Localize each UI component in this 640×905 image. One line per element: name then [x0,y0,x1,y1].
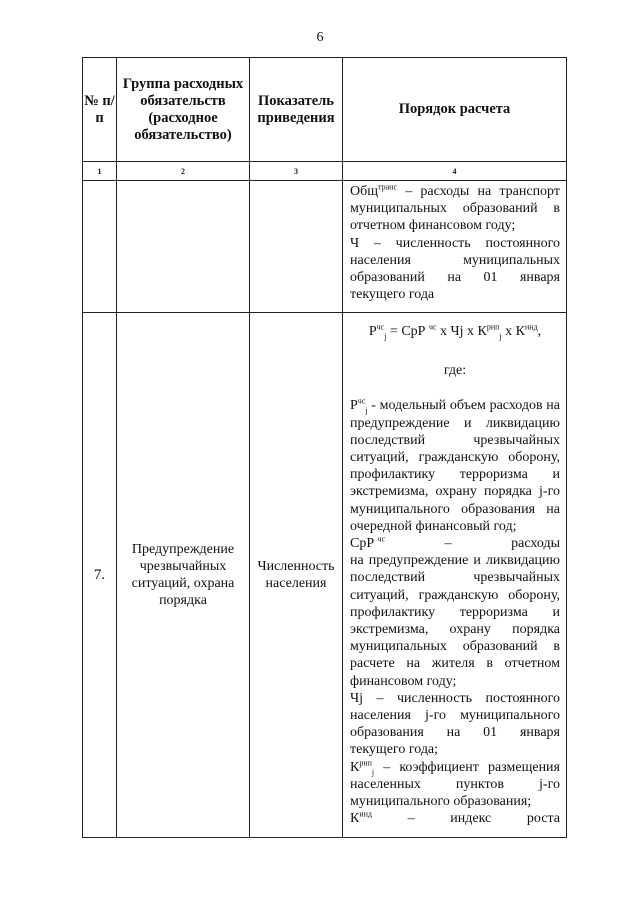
definition-obsh: Общ$^{транс}$ – расходы на транспорт муниципальных образований в отчетном финансовом году; [350,182,560,234]
column-number: 3 [250,162,343,181]
definition-chj: Чj – численность постоянного населения j-го муниципального образования на 01 января текущего года; [350,690,560,758]
table-row [83,181,567,313]
definition-p: $Р^{чс}_j$ - модельный объем расходов на предупреждение и ликвидацию последствий чрезвычайных ситуаций, гражданскую оборону, профилактику терроризма и экстремизма, охрану порядка j-го муниципального образования на очередной финансовый год; [350,396,560,534]
row-number: 7. [83,313,117,838]
expense-group: Предупреждение чрезвычайных ситуаций, охрана порядка [117,313,250,838]
empty-cell [117,181,250,313]
indicator: Численность населения [250,313,343,838]
table-row [83,313,567,838]
definition-srp: на предупреждение и ликвидацию последствий чрезвычайных ситуаций, гражданскую оборону, профилактику терроризма и экстремизма, охрану порядка муниципальных образований в расчете на жителя в отчетном финансовом году; [350,553,560,689]
column-number: 2 [117,162,250,181]
header-indicator: Показатель приведения [250,58,343,162]
column-number: 4 [343,162,567,181]
calculation-cell [343,181,567,313]
where-label: где: [443,363,467,379]
definition-krnp: $К^{рнп}_j$ – коэффициент размещения населенных пунктов j-го муниципального образования; [350,758,560,810]
header-row [83,58,567,162]
header-calculation: Порядок расчета [343,58,567,162]
header-group: Группа расходных обязательств (расходное обязательство) [117,58,250,162]
empty-cell [250,181,343,313]
definition-ch: Ч – численность постоянного населения муниципальных образований на 01 января текущего года [350,235,560,303]
page-number: 6 [316,30,324,45]
definition-srp-head: СрР $^{чс}$ – расходы [350,534,560,552]
column-numbers-row [83,162,567,181]
calculation-cell [343,313,567,838]
column-number: 1 [83,162,117,181]
definition-kind: $К^{инд}$ – индекс роста [350,809,560,827]
expense-table [82,57,567,838]
empty-cell [83,181,117,313]
header-number: № п/п [83,58,117,162]
formula: $Р^{чс}_j$ = СрР $^{чс}$ х Чj х $К^{рнп}_j$ х $К^{инд}$, [368,322,542,341]
